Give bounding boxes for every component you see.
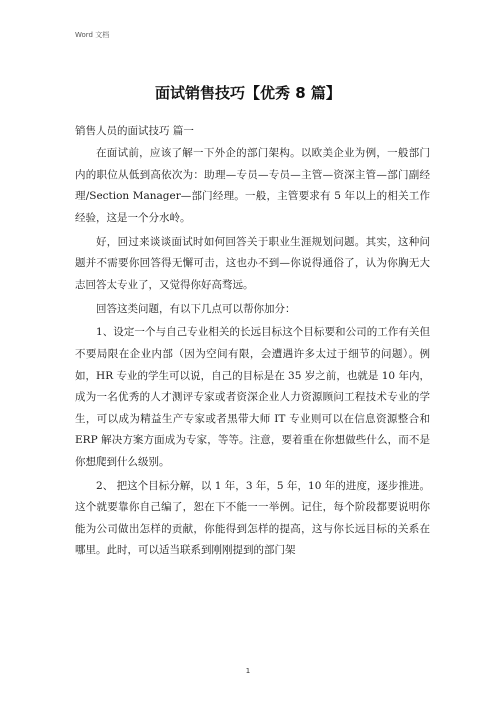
paragraph: 2、 把这个目标分解，以 1 年，3 年，5 年，10 年的进度，逐步推进。这个就要靠你自己编了，恕在下不能一一举例。记住，每个阶段都要说明你能为公司做出怎样的贡献，你能得到怎样的提高，这与你长远目标的关系在哪里。此时，可以适当联系到刚刚提到的部门架 [75,479,430,557]
document-title: 面试销售技巧【优秀 8 篇】 [155,84,341,102]
page-number: 1 [245,667,251,675]
document-body [75,143,430,564]
paragraph: 在面试前，应该了解一下外企的部门架构。以欧美企业为例，一般部门内的职位从低到高依次为：助理—专员—专员—主管—资深主管—部门副经理/Section Manager—部门经理。一般，主管要求有 5 年以上的相关工作经验，这是一个分水岭。 [75,147,430,224]
paragraph: 好，回过来谈谈面试时如何回答关于职业生涯规划问题。其实，这种问题并不需要你回答得无懈可击，这也办不到—你说得通俗了，认为你胸无大志回答太专业了，又觉得你好高骛远。 [75,235,430,291]
section-heading: 销售人员的面试技巧 篇一 [75,125,194,137]
paragraph: 1、设定一个与自己专业相关的长远目标这个目标要和公司的工作有关但不要局限在企业内部（因为空间有限，会遭遇许多太过于细节的问题）。例如，HR 专业的学生可以说，自己的目标是在 35 岁之前，也就是 10 年内，成为一名优秀的人才测评专家或者资深企业人力资源顾问工程技术专业的学生，可以成为精益生产专家或者黑带大师 IT 专业则可以在信息资源整合和 ERP 解决方案方面成为专家，等等。注意，要着重在你想做些什么，而不是你想爬到什么级别。 [75,326,430,468]
paragraph: 回答这类问题，有以下几点可以帮你加分： [96,302,296,315]
page-header: Word 文档 [75,31,110,39]
